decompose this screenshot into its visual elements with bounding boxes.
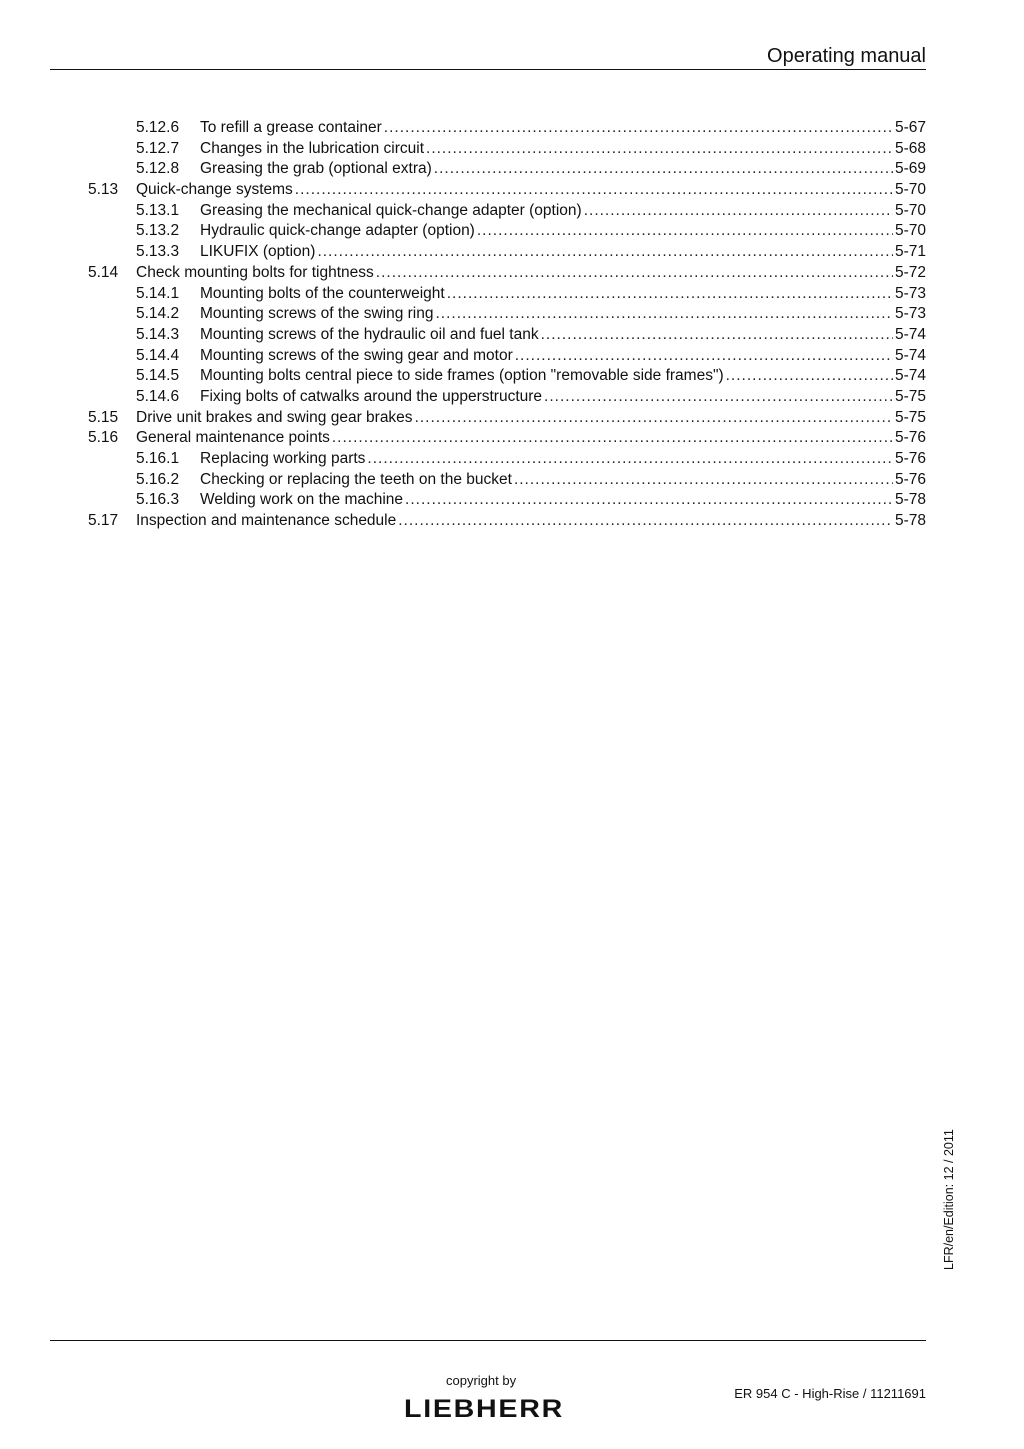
toc-entry-page: 5-69	[894, 160, 926, 178]
dot-leader	[415, 408, 893, 429]
toc-entry[interactable]	[88, 408, 926, 429]
dot-leader	[376, 263, 893, 284]
dot-leader	[447, 284, 893, 305]
toc-entry[interactable]	[88, 242, 926, 263]
toc-entry[interactable]	[88, 325, 926, 346]
toc-entry-title: Greasing the mechanical quick-change adapter (option)	[200, 201, 582, 219]
toc-entry-page: 5-70	[894, 222, 926, 240]
toc-entry-page: 5-78	[894, 491, 926, 509]
toc-entry-number: 5.12.7	[136, 139, 180, 157]
toc-entry-title: To refill a grease container	[200, 119, 382, 136]
dot-leader	[541, 325, 893, 346]
toc-entry-number: 5.14.6	[136, 387, 180, 405]
toc-entry-title: Hydraulic quick-change adapter (option)	[200, 222, 475, 240]
toc-entry-title: Replacing working parts	[200, 450, 366, 467]
toc-entry-number: 5.16.3	[136, 491, 180, 509]
toc-entry[interactable]	[88, 470, 926, 491]
toc-entry-number: 5.14.1	[136, 284, 180, 302]
toc-entry[interactable]	[88, 387, 926, 408]
toc-entry[interactable]	[88, 201, 926, 222]
toc-entry-number: 5.14.4	[136, 346, 180, 364]
toc-entry-page: 5-73	[894, 305, 926, 323]
toc-entry-number: 5.13	[88, 181, 119, 199]
toc-entry[interactable]	[88, 284, 926, 305]
toc-entry-title: Checking or replacing the teeth on the bucket	[200, 470, 512, 488]
header-divider	[50, 69, 926, 70]
footer-divider	[50, 1340, 926, 1341]
dot-leader	[317, 242, 893, 263]
dot-leader	[726, 366, 893, 387]
toc-entry-page: 5-76	[894, 429, 926, 447]
toc-entry-title: Mounting screws of the swing gear and motor	[200, 346, 513, 364]
toc-entry-page: 5-75	[894, 387, 926, 405]
toc-entry[interactable]	[88, 118, 926, 139]
toc-entry-title: Mounting screws of the hydraulic oil and fuel tank	[200, 325, 539, 343]
toc-entry-title: Inspection and maintenance schedule	[136, 512, 397, 530]
toc-entry[interactable]	[88, 511, 926, 532]
toc-entry-page: 5-70	[894, 201, 926, 219]
toc-entry[interactable]	[88, 449, 926, 470]
toc-entry[interactable]	[88, 139, 926, 160]
toc-entry-page: 5-76	[894, 450, 926, 467]
logo-wordmark: LIEBHERR	[404, 1396, 564, 1420]
toc-entry[interactable]	[88, 263, 926, 284]
toc-entry-number: 5.17	[88, 512, 119, 530]
dot-leader	[584, 201, 893, 222]
edition-note: LFR/en/Edition: 12 / 2011	[942, 1129, 956, 1270]
toc-entry[interactable]	[88, 159, 926, 180]
toc-entry[interactable]	[88, 428, 926, 449]
dot-leader	[405, 490, 893, 511]
toc-entry-title: Greasing the grab (optional extra)	[200, 160, 432, 178]
toc-entry-title: Check mounting bolts for tightness	[136, 263, 374, 281]
toc-entry-number: 5.13.2	[136, 222, 180, 240]
toc-entry-number: 5.13.1	[136, 201, 180, 219]
toc-entry-number: 5.13.3	[136, 243, 180, 261]
dot-leader	[332, 428, 893, 449]
dot-leader	[434, 159, 893, 180]
toc-entry-title: General maintenance points	[136, 429, 330, 447]
toc-entry-page: 5-74	[894, 325, 926, 343]
liebherr-logo	[403, 1396, 565, 1420]
toc-entry-number: 5.14.3	[136, 325, 180, 343]
toc-entry-page: 5-71	[894, 243, 926, 261]
toc-entry-title: Welding work on the machine	[200, 491, 404, 509]
copyright-label: copyright by	[446, 1373, 517, 1388]
toc-entry-page: 5-74	[894, 346, 926, 364]
toc-entry-number: 5.14.2	[136, 305, 180, 323]
toc-entry-title: Mounting screws of the swing ring	[200, 305, 434, 323]
dot-leader	[398, 511, 893, 532]
toc-entry-number: 5.16	[88, 429, 119, 447]
dot-leader	[544, 387, 893, 408]
toc-entry-title: Quick-change systems	[136, 181, 293, 199]
toc-entry-page: 5-74	[894, 367, 926, 385]
toc-entry-page: 5-68	[894, 139, 926, 157]
toc-entry[interactable]	[88, 346, 926, 367]
toc-entry-page: 5-78	[894, 512, 926, 530]
toc-entry[interactable]	[88, 366, 926, 387]
toc-entry-number: 5.14	[88, 263, 119, 281]
toc-entry-page: 5-72	[894, 263, 926, 281]
toc-entry-title: Fixing bolts of catwalks around the upperstructure	[200, 387, 543, 405]
dot-leader	[426, 139, 893, 160]
dot-leader	[435, 304, 893, 325]
toc-entry-number: 5.14.5	[136, 367, 180, 385]
toc-entry-page: 5-70	[894, 181, 926, 199]
toc-entry-number: 5.16.1	[136, 450, 180, 467]
document-title: Operating manual	[767, 45, 926, 67]
toc-entry[interactable]	[88, 180, 926, 201]
document-reference: ER 954 C - High-Rise / 11211691	[734, 1386, 926, 1401]
toc-entry-number: 5.15	[88, 408, 119, 426]
toc-entry-page: 5-75	[894, 408, 926, 426]
toc-entry-number: 5.12.8	[136, 160, 180, 178]
dot-leader	[477, 221, 893, 242]
dot-leader	[295, 180, 893, 201]
toc-entry-page: 5-76	[894, 470, 926, 488]
table-of-contents	[88, 118, 926, 532]
toc-entry-title: Changes in the lubrication circuit	[200, 139, 425, 157]
toc-entry-page: 5-67	[894, 119, 926, 136]
toc-entry-page: 5-73	[894, 284, 926, 302]
dot-leader	[515, 346, 893, 367]
toc-entry[interactable]	[88, 221, 926, 242]
toc-entry-number: 5.12.6	[136, 119, 180, 136]
toc-entry[interactable]	[88, 490, 926, 511]
dot-leader	[514, 470, 893, 491]
toc-entry-number: 5.16.2	[136, 470, 180, 488]
toc-entry-title: Drive unit brakes and swing gear brakes	[136, 408, 413, 426]
dot-leader	[367, 449, 893, 470]
toc-entry-title: LIKUFIX (option)	[200, 243, 316, 261]
dot-leader	[384, 118, 893, 139]
toc-entry-title: Mounting bolts central piece to side frames (option "removable side frames")	[200, 367, 724, 385]
toc-entry-title: Mounting bolts of the counterweight	[200, 284, 445, 302]
toc-entry[interactable]	[88, 304, 926, 325]
